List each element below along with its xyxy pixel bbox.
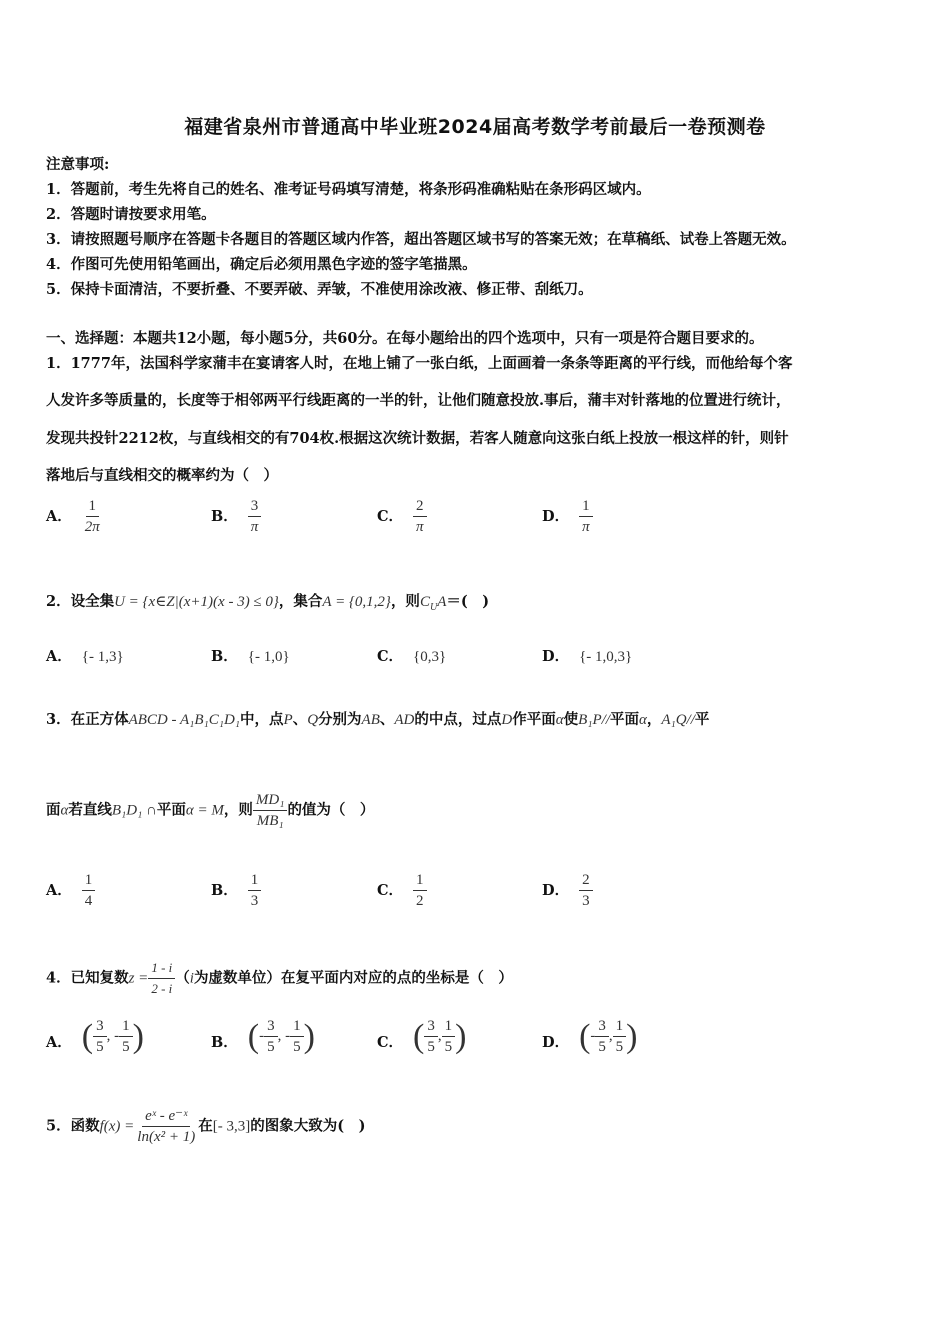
q3-option-a[interactable]: A． $\frac{1}{4}$ bbox=[46, 870, 95, 911]
q3-stem-line2: 面α若直线B₁D₁ ∩平面α = M，则 $\frac{\text{MD₁}}{\text{MB₁}}$ 的值为（ ） bbox=[46, 792, 375, 829]
q3-option-b[interactable]: B． $\frac{1}{3}$ bbox=[211, 870, 261, 911]
q2-stem: 2．设全集U = {x∈Z|(x+1)(x - 3) ≤ 0}，集合A = {0,1,2}，则$C_UA=$( ) bbox=[46, 593, 490, 613]
q4-option-d[interactable]: D． ( - $\frac{3}{5}$ , $\frac{1}{5}$ ) bbox=[542, 1017, 638, 1055]
q5-stem: 5．函数f(x) = $\frac{\text{eˣ - e⁻ˣ}}{\text{ln(x² + 1)}}$ 在[- 3,3]的图象大致为( ) bbox=[46, 1108, 366, 1145]
q3-option-d[interactable]: D． $\frac{2}{3}$ bbox=[542, 870, 593, 911]
q1-text-line: 人发许多等质量的，长度等于相邻两平行线距离的一半的针，让他们随意投放.事后，蒲丰对针落地的位置进行统计， bbox=[46, 392, 791, 409]
q2-option-c[interactable]: C． {0,3} bbox=[377, 648, 447, 665]
q1-option-d[interactable]: D． $\frac{1}{\pi}$ bbox=[542, 496, 593, 537]
page-title: 福建省泉州市普通高中毕业班2024届高考数学考前最后一卷预测卷 bbox=[184, 116, 766, 138]
q4-option-b[interactable]: B． ( - $\frac{3}{5}$ , - $\frac{1}{5}$ ) bbox=[211, 1017, 315, 1055]
note-item: 1．答题前，考生先将自己的姓名、准考证号码填写清楚，将条形码准确粘贴在条形码区域内。 bbox=[46, 181, 651, 198]
q3-option-c[interactable]: C． $\frac{1}{2}$ bbox=[377, 870, 427, 911]
q4-option-c[interactable]: C． ( $\frac{3}{5}$ , $\frac{1}{5}$ ) bbox=[377, 1017, 467, 1055]
set-a-expr: A = {0,1,2} bbox=[322, 594, 391, 610]
set-u-expr: U = {x∈Z|(x+1)(x - 3) ≤ 0} bbox=[114, 594, 279, 610]
q1-text-line: 落地后与直线相交的概率约为（ ） bbox=[46, 467, 278, 484]
q2-option-b[interactable]: B． {- 1,0} bbox=[211, 648, 290, 665]
q1-option-b[interactable]: B． $\frac{3}{\pi}$ bbox=[211, 496, 261, 537]
q1-option-a[interactable]: A． $\frac{1}{2\pi}$ bbox=[46, 498, 100, 535]
q2-option-d[interactable]: D． {- 1,0,3} bbox=[542, 648, 633, 665]
q1-text-line: 1．1777年，法国科学家蒲丰在宴请客人时，在地上铺了一张白纸，上面画着一条条等距离的平行线，而他给每个客 bbox=[46, 355, 793, 372]
note-item: 3．请按照题号顺序在答题卡各题目的答题区域内作答，超出答题区域书写的答案无效；在草稿纸、试卷上答题无效。 bbox=[46, 231, 796, 248]
notes-heading: 注意事项: bbox=[46, 156, 110, 173]
q2-option-a[interactable]: A． {- 1,3} bbox=[46, 648, 124, 665]
q1-option-c[interactable]: C． $\frac{2}{\pi}$ bbox=[377, 496, 427, 537]
q4-option-a[interactable]: A． ( $\frac{3}{5}$ , - $\frac{1}{5}$ ) bbox=[46, 1017, 144, 1055]
note-item: 2．答题时请按要求用笔。 bbox=[46, 206, 216, 223]
q1-text-line: 发现共投针2212枚，与直线相交的有704枚.根据这次统计数据，若客人随意向这张白纸上投放一根这样的针，则针 bbox=[46, 430, 789, 447]
note-item: 5．保持卡面清洁，不要折叠、不要弄破、弄皱，不准使用涂改液、修正带、刮纸刀。 bbox=[46, 281, 593, 298]
q4-stem: 4．已知复数z = $\frac{1 - i}{2 - i}$ （i为虚数单位）在复平面内对应的点的坐标是（ ） bbox=[46, 960, 513, 996]
section-heading: 一、选择题：本题共12小题，每小题5分，共60分。在每小题给出的四个选项中，只有一项是符合题目要求的。 bbox=[46, 330, 764, 347]
q3-stem-line1: 3．在正方体ABCD - A₁B₁C₁D₁中，点P、Q分别为AB、AD的中点，过点D作平面α使B₁P//平面α，A₁Q//平 bbox=[46, 711, 710, 728]
note-item: 4．作图可先使用铅笔画出，确定后必须用黑色字迹的签字笔描黑。 bbox=[46, 256, 477, 273]
